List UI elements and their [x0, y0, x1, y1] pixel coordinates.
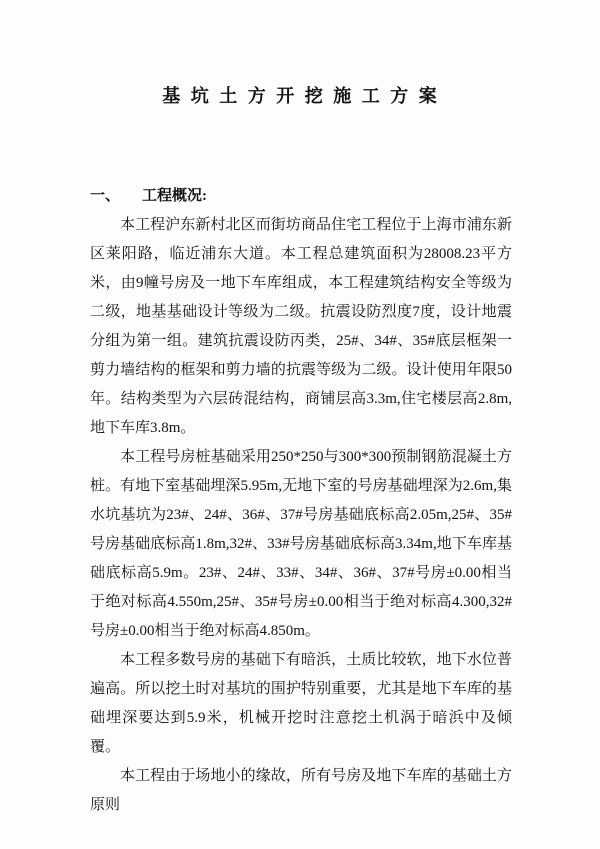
paragraph-pile-foundation: 本工程号房桩基础采用250*250与300*300预制钢筋混凝土方桩。有地下室基础埋深5.95m,无地下室的号房基础埋深为2.6m,集水坑基坑为23#、24#、36#、37#号房基础底标高2.05m,25#、35#号房基础底标高1.8m,32#、33#号房基础底标高3.34m,地下车库基础底标高5.9m。23#、24#、33#、34#、36#、37#号房±0.00相当于绝对标高4.550m,25#、35#号房±0.00相当于绝对标高4.300,32#号房±0.00相当于绝对标高4.850m。: [90, 449, 512, 639]
section-title: 工程概况:: [142, 188, 208, 204]
paragraph-soil-conditions: 本工程多数号房的基础下有暗浜，土质比较软，地下水位普遍高。所以挖土时对基坑的围护特别重要，尤其是地下车库的基础埋深要达到5.9米，机械开挖时注意挖土机涡于暗浜中及倾覆。: [90, 652, 512, 755]
section-number: 一、: [90, 188, 121, 204]
section-heading: [90, 182, 512, 211]
document-title: 基 坑 土 方 开 挖 施 工 方 案: [162, 86, 440, 106]
paragraph-overview: 本工程沪东新村北区而街坊商品住宅工程位于上海市浦东新区莱阳路，临近浦东大道。本工程总建筑面积为28008.23平方米，由9幢号房及一地下车库组成，本工程建筑结构安全等级为二级，地基基础设计等级为二级。抗震设防烈度7度，设计地震分组为第一组。建筑抗震设防丙类，25#、34#、35#底层框架一剪力墙结构的框架和剪力墙的抗震等级为二级。设计使用年限50年。结构类型为六层砖混结构，商铺层高3.3m,住宅楼层高2.8m,地下车库3.8m。: [90, 217, 512, 436]
paragraph-site-constraints: 本工程由于场地小的缘故，所有号房及地下车库的基础土方原则: [90, 768, 512, 813]
